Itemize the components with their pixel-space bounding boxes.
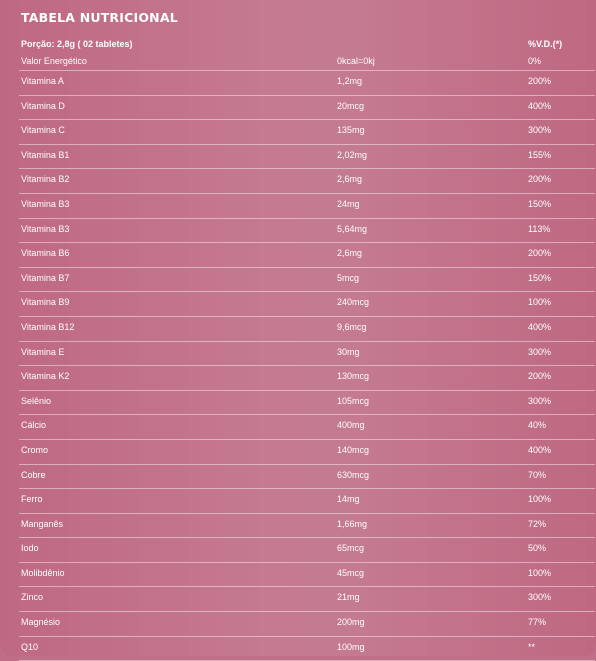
vd-column-header: %V.D.(*) (528, 39, 563, 49)
table-row (19, 268, 595, 293)
table-row (19, 145, 595, 170)
nutrient-vd: 100% (528, 494, 552, 505)
nutrient-amount: 5,64mg (337, 223, 368, 234)
table-row (19, 243, 595, 268)
table-row (19, 120, 595, 145)
nutrient-amount: 140mcg (337, 444, 370, 455)
nutrient-vd: 100% (528, 567, 552, 578)
nutrient-name: Vitamina E (21, 346, 65, 357)
table-row (19, 219, 595, 244)
nutrition-rows (19, 52, 595, 661)
nutrient-amount: 2,02mg (337, 149, 368, 160)
nutrient-vd: 300% (528, 346, 552, 357)
nutrient-vd: 50% (528, 543, 547, 554)
nutrient-vd: 0% (528, 56, 542, 66)
nutrient-amount: 135mg (337, 125, 365, 136)
nutrient-vd: 77% (528, 617, 547, 628)
table-row (19, 169, 595, 194)
nutrient-name: Vitamina B7 (21, 272, 70, 283)
nutrient-amount: 400mg (337, 420, 365, 431)
nutrient-name: Vitamina B6 (21, 248, 70, 259)
nutrient-vd: 70% (528, 469, 547, 480)
nutrient-name: Zinco (21, 592, 44, 603)
nutrient-amount: 100mg (337, 641, 365, 652)
table-row (19, 96, 595, 121)
table-row (19, 366, 595, 391)
nutrient-name: Iodo (21, 543, 39, 554)
table-row (19, 563, 595, 588)
table-row (19, 194, 595, 219)
table-row (19, 52, 595, 71)
nutrient-amount: 630mcg (337, 469, 370, 480)
table-row (19, 514, 595, 539)
nutrient-amount: 21mg (337, 592, 360, 603)
nutrient-vd: 300% (528, 395, 552, 406)
nutrient-name: Cobre (21, 469, 46, 480)
table-row (19, 292, 595, 317)
table-row (19, 317, 595, 342)
portion-label: Porção: 2,8g ( 02 tabletes) (21, 39, 133, 49)
nutrient-vd: 200% (528, 248, 552, 259)
nutrient-name: Magnésio (21, 617, 61, 628)
nutrient-name: Vitamina B3 (21, 223, 70, 234)
nutrient-amount: 130mcg (337, 371, 370, 382)
nutrient-vd: 155% (528, 149, 552, 160)
nutrient-vd: 300% (528, 592, 552, 603)
table-row (19, 71, 595, 96)
nutrient-name: Manganês (21, 518, 64, 529)
table-row (19, 342, 595, 367)
nutrient-amount: 9,6mcg (337, 321, 367, 332)
nutrient-amount: 30mg (337, 346, 360, 357)
nutrient-vd: 113% (528, 223, 551, 234)
table-row (19, 538, 595, 563)
table-header (21, 37, 596, 51)
nutrient-name: Vitamina B9 (21, 297, 70, 308)
nutrient-amount: 0kcal=0kj (337, 56, 375, 66)
table-row (19, 637, 595, 661)
nutrient-name: Vitamina B1 (21, 149, 70, 160)
nutrient-name: Vitamina K2 (21, 371, 70, 382)
nutrient-amount: 5mcg (337, 272, 360, 283)
nutrient-vd: 200% (528, 174, 552, 185)
nutrient-amount: 1,66mg (337, 518, 368, 529)
nutrient-vd: 300% (528, 125, 552, 136)
nutrient-amount: 2,6mg (337, 248, 363, 259)
nutrient-amount: 45mcg (337, 567, 365, 578)
nutrient-amount: 200mg (337, 617, 365, 628)
table-row (19, 489, 595, 514)
nutrient-name: Molibdênio (21, 567, 65, 578)
table-row (19, 440, 595, 465)
nutrient-amount: 24mg (337, 198, 360, 209)
nutrient-vd: 200% (528, 371, 552, 382)
table-title: TABELA NUTRICIONAL (21, 10, 178, 25)
nutrient-vd: 100% (528, 297, 552, 308)
table-row (19, 415, 595, 440)
nutrient-name: Vitamina C (21, 125, 65, 136)
nutrient-vd: 40% (528, 420, 547, 431)
nutrient-name: Vitamina B2 (21, 174, 70, 185)
table-row (19, 587, 595, 612)
nutrient-name: Vitamina B12 (21, 321, 75, 332)
nutrient-name: Vitamina A (21, 76, 64, 86)
nutrient-name: Vitamina D (21, 100, 65, 111)
nutrient-vd: 72% (528, 518, 547, 529)
nutrient-amount: 105mcg (337, 395, 370, 406)
nutrient-amount: 14mg (337, 494, 360, 505)
table-row (19, 391, 595, 416)
nutrient-amount: 1,2mg (337, 76, 363, 86)
nutrient-name: Q10 (21, 641, 39, 652)
nutrient-name: Valor Energético (21, 56, 87, 66)
nutrient-vd: 400% (528, 444, 552, 455)
nutrient-name: Cálcio (21, 420, 47, 431)
nutrient-vd: 200% (528, 76, 552, 86)
nutrient-amount: 20mcg (337, 100, 365, 111)
nutrient-vd: 150% (528, 272, 552, 283)
nutrient-amount: 2,6mg (337, 174, 363, 185)
nutrient-name: Ferro (21, 494, 43, 505)
nutrient-name: Vitamina B3 (21, 198, 70, 209)
nutrient-vd: ** (528, 641, 536, 652)
table-row (19, 465, 595, 490)
nutrient-name: Cromo (21, 444, 49, 455)
table-row (19, 612, 595, 637)
nutrient-vd: 150% (528, 198, 552, 209)
nutrient-name: Selênio (21, 395, 52, 406)
nutrient-amount: 240mcg (337, 297, 370, 308)
nutrient-amount: 65mcg (337, 543, 365, 554)
nutrient-vd: 400% (528, 321, 552, 332)
nutrient-vd: 400% (528, 100, 552, 111)
